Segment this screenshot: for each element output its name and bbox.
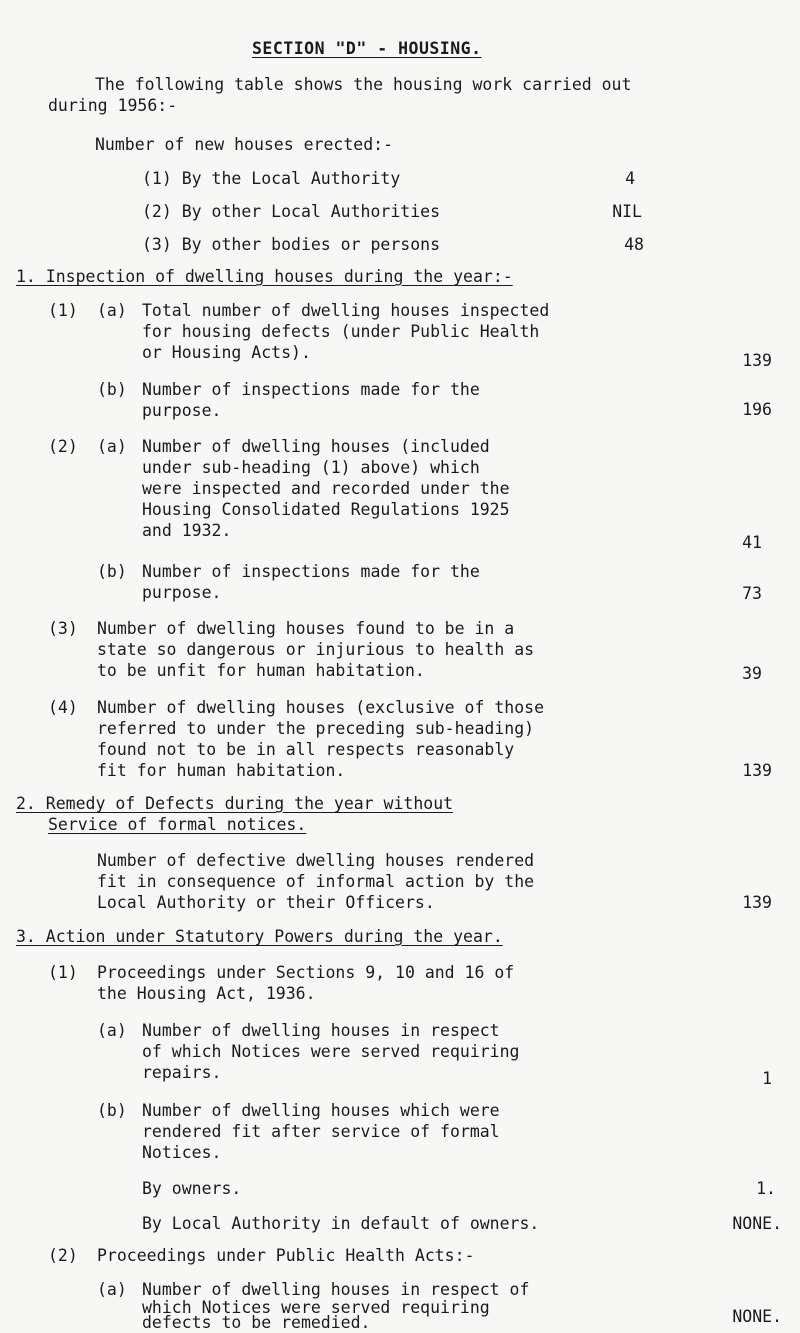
new-houses-heading: Number of new houses erected:- — [95, 135, 394, 154]
s3-by-la-value: NONE. — [732, 1214, 782, 1233]
s3-by-owners-label: By owners. — [142, 1179, 242, 1198]
section-title: SECTION "D" - HOUSING. — [252, 39, 482, 58]
s1-item-2b-line: purpose. — [142, 583, 222, 602]
s3-item-1a-value: 1 — [762, 1069, 772, 1088]
s3-item-1b-line: rendered fit after service of formal — [142, 1122, 500, 1141]
s1-item-1a-value: 139 — [742, 351, 772, 370]
s1-item-3-line: to be unfit for human habitation. — [97, 661, 425, 680]
s3-item-1b-line: Number of dwelling houses which were — [142, 1101, 500, 1120]
s2-line: Number of defective dwelling houses rendered — [97, 851, 535, 870]
s2-line: Local Authority or their Officers. — [97, 893, 435, 912]
new-houses-item-2: (2) By other Local Authorities — [142, 202, 441, 221]
s1-item-4-line: found not to be in all respects reasonably — [97, 740, 515, 759]
s1-item-1b-label: (b) — [97, 380, 127, 399]
s1-item-2a-line: Housing Consolidated Regulations 1925 — [142, 500, 510, 519]
s3-item-2a-label: (a) — [97, 1280, 127, 1299]
s1-item-4-number: (4) — [48, 698, 78, 717]
s3-item-1-number: (1) — [48, 963, 78, 982]
s3-item-1-line: Proceedings under Sections 9, 10 and 16 of — [97, 963, 515, 982]
s1-item-2a-line: and 1932. — [142, 521, 232, 540]
s1-item-4-line: fit for human habitation. — [97, 761, 346, 780]
s1-item-4-line: Number of dwelling houses (exclusive of those — [97, 698, 545, 717]
s3-item-2a-line: defects to be remedied. — [142, 1313, 371, 1332]
s1-item-3-value: 39 — [742, 664, 762, 683]
s1-item-1b-value: 196 — [742, 400, 772, 419]
section-2-heading: Service of formal notices. — [48, 815, 307, 834]
s1-item-1a-line: Total number of dwelling houses inspected — [142, 301, 550, 320]
intro-line-2: during 1956:- — [48, 96, 178, 115]
s3-item-2-line: Proceedings under Public Health Acts:- — [97, 1246, 475, 1265]
s1-item-1a-label: (a) — [97, 301, 127, 320]
s3-item-1b-line: Notices. — [142, 1143, 222, 1162]
s1-item-1a-line: or Housing Acts). — [142, 343, 311, 362]
section-3-heading: 3. Action under Statutory Powers during the year. — [16, 927, 503, 946]
s1-item-1-number: (1) — [48, 301, 78, 320]
s1-item-1b-line: Number of inspections made for the — [142, 380, 480, 399]
s3-item-2a-line: Number of dwelling houses in respect of — [142, 1280, 530, 1299]
s2-value: 139 — [742, 893, 772, 912]
s1-item-3-line: Number of dwelling houses found to be in a — [97, 619, 515, 638]
s1-item-2a-label: (a) — [97, 437, 127, 456]
s3-item-1a-line: repairs. — [142, 1063, 222, 1082]
s3-item-1-line: the Housing Act, 1936. — [97, 984, 316, 1003]
s1-item-1a-line: for housing defects (under Public Health — [142, 322, 540, 341]
s3-item-2a-value: NONE. — [732, 1307, 782, 1326]
s3-by-la-label: By Local Authority in default of owners. — [142, 1214, 540, 1233]
s1-item-3-number: (3) — [48, 619, 78, 638]
section-1-heading: 1. Inspection of dwelling houses during the year:- — [16, 267, 513, 286]
s1-item-2a-line: under sub-heading (1) above) which — [142, 458, 480, 477]
new-houses-value-2: NIL — [612, 202, 642, 221]
s1-item-2b-label: (b) — [97, 562, 127, 581]
s1-item-2a-line: were inspected and recorded under the — [142, 479, 510, 498]
section-2-heading: 2. Remedy of Defects during the year without — [16, 794, 454, 813]
s3-item-2a-line: which Notices were served requiring — [142, 1298, 490, 1317]
new-houses-value-1: 4 — [625, 169, 635, 188]
new-houses-value-3: 48 — [624, 235, 644, 254]
s1-item-3-line: state so dangerous or injurious to health as — [97, 640, 535, 659]
s3-item-1a-label: (a) — [97, 1021, 127, 1040]
s3-item-2-number: (2) — [48, 1246, 78, 1265]
s1-item-2b-value: 73 — [742, 584, 762, 603]
s1-item-1b-line: purpose. — [142, 401, 222, 420]
s3-by-owners-value: 1. — [756, 1179, 776, 1198]
new-houses-item-1: (1) By the Local Authority — [142, 169, 401, 188]
s1-item-4-value: 139 — [742, 761, 772, 780]
s1-item-2a-value: 41 — [742, 533, 762, 552]
s3-item-1b-label: (b) — [97, 1101, 127, 1120]
s1-item-2b-line: Number of inspections made for the — [142, 562, 480, 581]
new-houses-item-3: (3) By other bodies or persons — [142, 235, 441, 254]
s2-line: fit in consequence of informal action by the — [97, 872, 535, 891]
s3-item-1a-line: of which Notices were served requiring — [142, 1042, 520, 1061]
s1-item-2-number: (2) — [48, 437, 78, 456]
s1-item-2a-line: Number of dwelling houses (included — [142, 437, 490, 456]
s1-item-4-line: referred to under the preceding sub-heading) — [97, 719, 535, 738]
intro-line-1: The following table shows the housing work carried out — [95, 75, 632, 94]
s3-item-1a-line: Number of dwelling houses in respect — [142, 1021, 500, 1040]
